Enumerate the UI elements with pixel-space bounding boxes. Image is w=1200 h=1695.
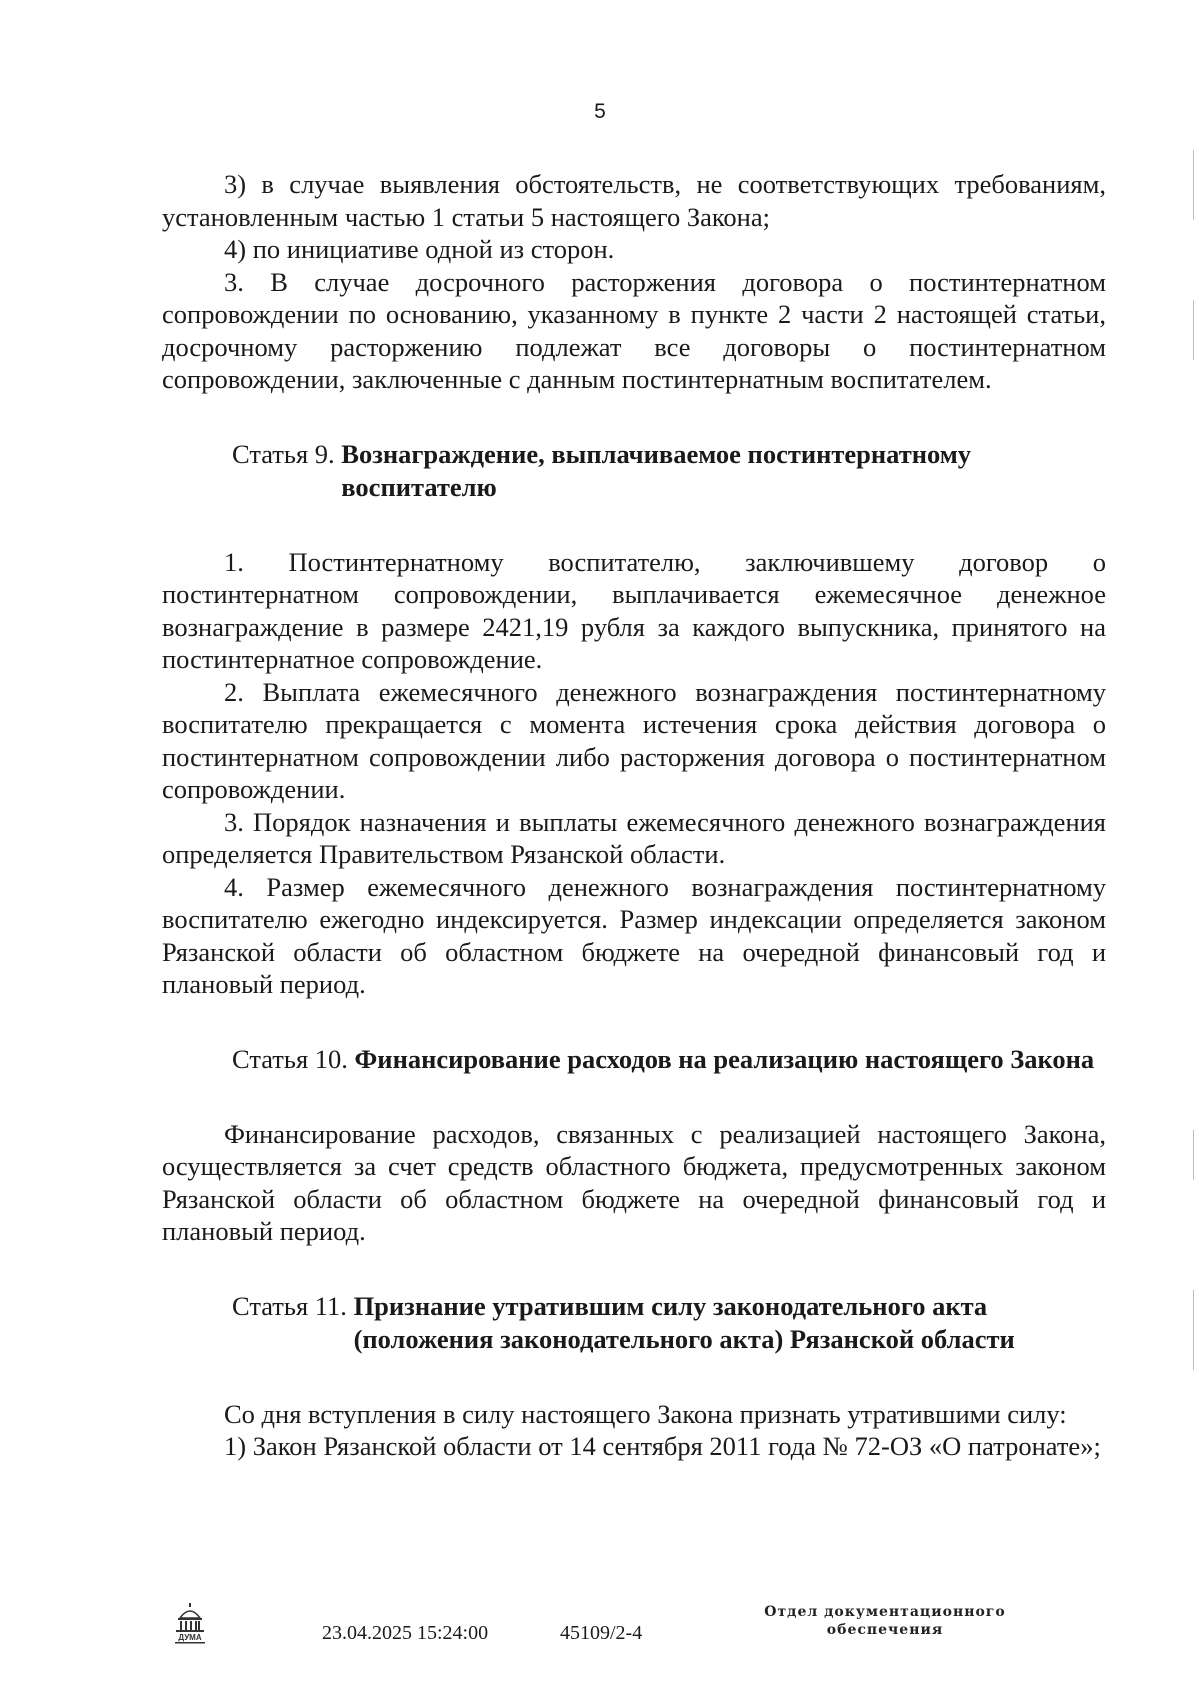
article-title: Финансирование расходов на реализацию настоящего Закона bbox=[354, 1043, 1095, 1074]
paragraph: 1. Постинтернатному воспитателю, заключившему договор о постинтернатном сопровождении, выплачивается ежемесячное денежное вознаграждение в размере 2421,19 рубля за каждого выпускника, принятого на постинтернатное сопровождение. bbox=[162, 546, 1106, 674]
article-9-heading bbox=[232, 438, 1106, 504]
department-stamp bbox=[720, 1603, 1050, 1639]
paragraph: 4) по инициативе одной из сторон. bbox=[224, 234, 615, 264]
paragraph: Со дня вступления в силу настоящего Закона признать утратившими силу: bbox=[224, 1398, 1067, 1429]
paragraph: 4. Размер ежемесячного денежного вознаграждения постинтернатному воспитателю ежегодно индексируется. Размер индексации определяется законом Рязанской области об областном бюджете на очередной финансовый год и плановый период. bbox=[162, 871, 1106, 999]
article-11-heading bbox=[232, 1290, 1106, 1356]
page-number: 5 bbox=[594, 100, 606, 123]
department-line: Отдел документационного bbox=[764, 1604, 1006, 1620]
article-number: Статья 10. bbox=[232, 1043, 355, 1074]
paragraph: Финансирование расходов, связанных с реализацией настоящего Закона, осуществляется за счет средств областного бюджета, предусмотренных законом Рязанской области об областном бюджете на очередной финансовый год и плановый период. bbox=[162, 1118, 1106, 1246]
paragraph: 3. Порядок назначения и выплаты ежемесячного денежного вознаграждения определяется Правительством Рязанской области. bbox=[162, 806, 1106, 869]
paragraph: 3. В случае досрочного расторжения договора о постинтернатном сопровождении по основанию, указанному в пункте 2 части 2 настоящей статьи, досрочному расторжению подлежат все договоры о постинтернатном сопровождении, заключенные с данным постинтернатным воспитателем. bbox=[162, 266, 1106, 394]
scan-edge-mark bbox=[1193, 1290, 1194, 1370]
article-title: Вознаграждение, выплачиваемое постинтернатному воспитателю bbox=[341, 438, 972, 502]
scan-edge-mark bbox=[1193, 1130, 1194, 1180]
scan-edge-mark bbox=[1193, 300, 1194, 360]
scan-edge-mark bbox=[1193, 150, 1194, 220]
document-body bbox=[162, 168, 1106, 1463]
paragraph: 2. Выплата ежемесячного денежного вознаграждения постинтернатному воспитателю прекращается с момента истечения срока действия договора о постинтернатном сопровождении либо расторжения договора о постинтернатном сопровождении. bbox=[162, 676, 1106, 804]
article-title: Признание утратившим силу законодательного акта (положения законодательного акта) Рязанской области bbox=[353, 1290, 1015, 1354]
article-10-heading bbox=[232, 1043, 1106, 1076]
footer-doc-number: 45109/2-4 bbox=[560, 1622, 643, 1644]
duma-logo-icon bbox=[172, 1602, 208, 1644]
footer-datetime: 23.04.2025 15:24:00 bbox=[322, 1622, 489, 1644]
paragraph: 1) Закон Рязанской области от 14 сентября 2011 года № 72-ОЗ «О патронате»; bbox=[224, 1431, 1101, 1461]
article-number: Статья 9. bbox=[232, 438, 342, 469]
paragraph: 3) в случае выявления обстоятельств, не соответствующих требованиям, установленным частью 1 статьи 5 настоящего Закона; bbox=[162, 169, 1106, 232]
department-line: обеспечения bbox=[826, 1622, 944, 1638]
logo-text: ДУМА bbox=[178, 1633, 202, 1642]
article-number: Статья 11. bbox=[232, 1290, 354, 1321]
